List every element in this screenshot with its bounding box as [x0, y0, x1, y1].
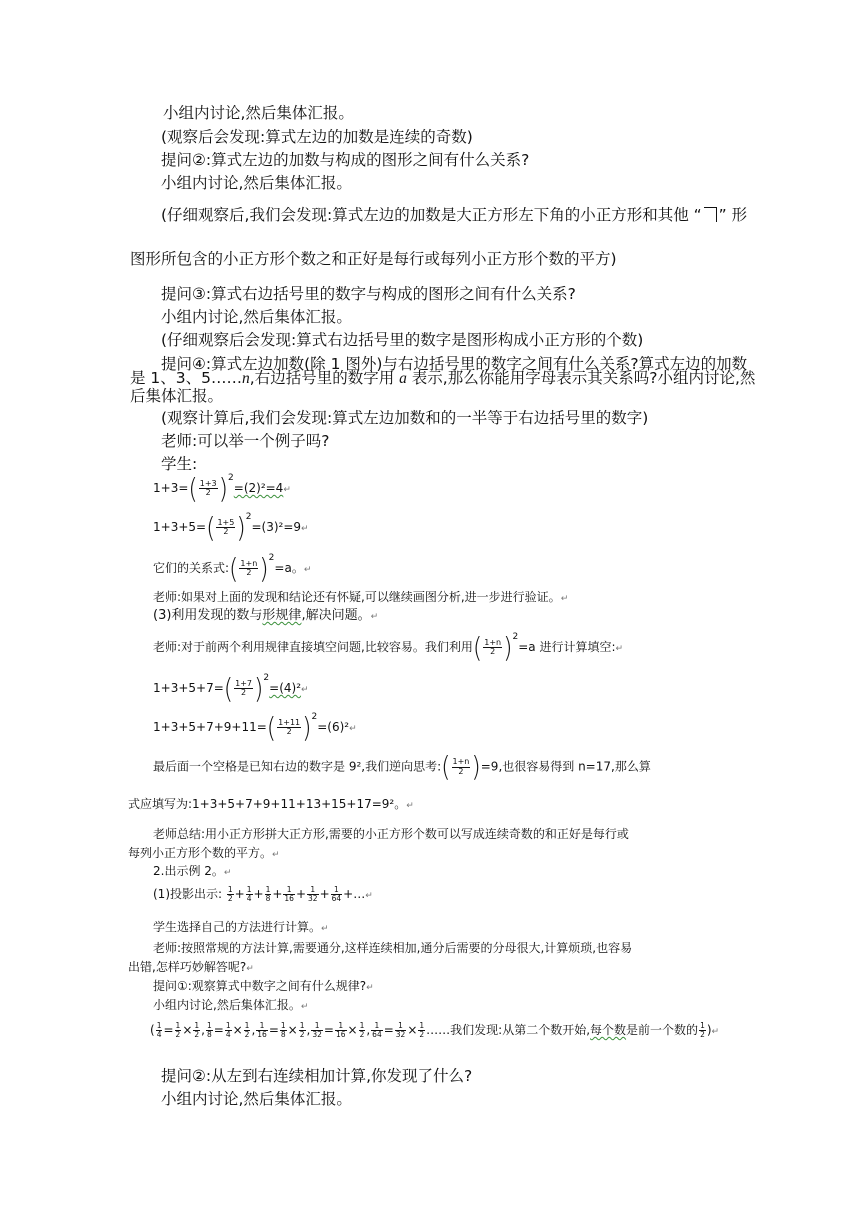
fraction-numerator: 1	[175, 1021, 181, 1030]
series-fraction	[307, 886, 319, 903]
para-9: (仔细观察后会发现:算式右边括号里的数字是图形构成小正方形的个数)	[161, 331, 644, 349]
equation-2-lhs: 1+3+5=	[153, 520, 207, 534]
fraction-numerator: 1+n	[484, 637, 502, 647]
paragraph-mark-icon: ↵	[303, 565, 312, 575]
para-34-text: 小组内讨论,然后集体汇报。	[153, 998, 301, 1012]
fraction-numerator: 1	[395, 1022, 407, 1031]
open-paren: (	[150, 1022, 155, 1037]
fraction-denominator: 2	[241, 688, 247, 697]
fraction-denominator: 8	[206, 1029, 212, 1039]
relation-fraction	[175, 1022, 182, 1039]
fraction-denominator: 2	[205, 488, 211, 497]
relation-fraction	[256, 1022, 268, 1039]
fraction-denominator: 2	[490, 647, 496, 656]
para-31: 老师:按照常规的方法计算,需要通分,这样连续相加,通分后需要的分母很大,计算烦琐,也容易	[153, 941, 633, 955]
para-15: 学生:	[161, 455, 198, 473]
para-25	[128, 797, 414, 812]
paren-left: (	[188, 472, 198, 505]
paren-right: )	[302, 711, 312, 744]
para-27	[128, 846, 280, 861]
paren-left: (	[472, 631, 483, 664]
relation-fraction	[206, 1022, 213, 1039]
fraction-denominator: 32	[308, 893, 318, 903]
relation-fraction	[311, 1022, 323, 1039]
ellipsis: ……	[426, 1022, 451, 1037]
para-3: 提问②:算式左边的加数与构成的图形之间有什么关系?	[161, 151, 530, 169]
series-fraction	[283, 886, 295, 903]
equation-5	[153, 711, 357, 744]
relation-fraction	[280, 1022, 287, 1039]
para-12: 后集体汇报。	[130, 387, 224, 405]
fraction-series	[153, 886, 373, 903]
relation-text-3: 是前一个数的	[626, 1022, 699, 1037]
paragraph-mark-icon: ↵	[406, 801, 414, 811]
para-21-text-b: =a 进行计算填空:	[518, 640, 616, 654]
relation-fraction	[193, 1022, 200, 1039]
paragraph-mark-icon: ↵	[615, 644, 624, 654]
fraction-numerator: 1	[331, 886, 343, 895]
paragraph-mark-icon: ↵	[365, 890, 373, 901]
fraction-denominator: 2	[246, 568, 252, 577]
paren-left: (	[229, 552, 239, 585]
close-paren: )	[706, 1022, 712, 1037]
paragraph-mark-icon: ↵	[301, 685, 309, 695]
fraction-numerator: 1+n	[452, 757, 470, 767]
paren-left: (	[206, 511, 216, 544]
paren-right: )	[259, 552, 269, 585]
para-24-text-a: 最后面一个空格是已知右边的数字是 9²,我们逆向思考:	[153, 759, 442, 774]
fraction-denominator: 16	[335, 1029, 346, 1039]
para-21-text-a: 老师:对于前两个利用规律直接填空问题,比较容易。我们利用	[153, 640, 473, 654]
equals-sign: =	[383, 1022, 394, 1037]
fraction-numerator: 1	[335, 1022, 347, 1031]
series-fraction	[246, 886, 253, 903]
fraction-relationship	[150, 1022, 719, 1039]
equation-4-fraction	[234, 680, 253, 698]
plus-sign: +	[234, 886, 245, 901]
paren-right: )	[218, 472, 229, 505]
paragraph-mark-icon: ↵	[711, 1026, 720, 1037]
para-10: 提问④:算式左边加数(除 1 图外)与右边括号里的数字之间有什么关系?算式左边的加数	[161, 355, 748, 373]
fraction-numerator: 1	[299, 1021, 305, 1030]
fraction-denominator: 32	[312, 1029, 322, 1039]
para-28	[153, 864, 231, 879]
comma: ,	[306, 1022, 311, 1037]
fraction-numerator: 1	[280, 1021, 286, 1030]
paren-left: (	[441, 750, 451, 784]
series-fraction	[227, 886, 234, 903]
relation-fraction	[371, 1022, 383, 1039]
fraction-numerator: 1	[700, 1021, 705, 1030]
series-tail: +…	[343, 886, 366, 901]
para-32-text: 出错,怎样巧妙解答呢?	[128, 960, 247, 974]
paragraph-mark-icon: ↵	[246, 964, 254, 974]
equals-sign: =	[213, 1022, 224, 1037]
equals-sign: =	[323, 1022, 334, 1037]
relation-end-fraction	[699, 1022, 706, 1039]
equation-1	[153, 472, 291, 505]
fraction-numerator: 1+11	[278, 717, 301, 727]
paren-right: )	[236, 511, 246, 544]
times-sign: ×	[182, 1022, 193, 1037]
equation-3-fraction	[239, 560, 258, 578]
fraction-denominator: 2	[223, 527, 229, 536]
para-24-fraction	[452, 758, 471, 776]
equation-1-lhs: 1+3=	[153, 481, 189, 495]
paragraph-mark-icon: ↵	[300, 1002, 309, 1012]
para-7: 提问③:算式右边括号里的数字与构成的图形之间有什么关系?	[161, 285, 576, 303]
para-5	[161, 206, 747, 225]
para-11-text-b: ,右边括号里的数字用	[249, 369, 400, 387]
fraction-denominator: 64	[372, 1029, 382, 1039]
equation-2-rhs: =(3)²=9	[251, 520, 302, 534]
fraction-numerator: 1	[225, 1021, 231, 1030]
para-28-text: 2.出示例 2。	[153, 864, 224, 878]
exponent: 2	[245, 512, 252, 522]
para-34	[153, 998, 308, 1013]
fraction-numerator: 1	[359, 1021, 365, 1030]
fraction-numerator: 1	[246, 885, 252, 894]
relation-fraction	[156, 1022, 163, 1039]
fraction-denominator: 2	[700, 1029, 705, 1039]
para-14: 老师:可以举一个例子吗?	[161, 432, 330, 450]
exponent: 2	[263, 673, 270, 683]
equation-5-fraction	[277, 719, 301, 737]
equation-1-fraction	[199, 480, 218, 498]
para-11-n: n	[242, 370, 250, 387]
fraction-series-lead: (1)投影出示:	[153, 886, 223, 901]
fraction-denominator: 2	[299, 1029, 305, 1039]
relation-text-2: 每个数	[590, 1022, 627, 1037]
relation-fraction	[299, 1022, 306, 1039]
para-32	[128, 960, 254, 975]
para-20-text-c: ,解决问题。	[301, 608, 371, 623]
exponent: 2	[268, 553, 275, 563]
times-sign: ×	[347, 1022, 358, 1037]
para-2: (观察后会发现:算式左边的加数是连续的奇数)	[161, 128, 473, 146]
fraction-denominator: 4	[225, 1029, 231, 1039]
para-36: 提问②:从左到右连续相加计算,你发现了什么?	[161, 1067, 473, 1085]
para-21-fraction	[483, 639, 502, 657]
equation-4-lhs: 1+3+5+7=	[153, 681, 224, 695]
para-19-text: 老师:如果对上面的发现和结论还有怀疑,可以继续画图分析,进一步进行验证。	[153, 590, 561, 604]
para-1: 小组内讨论,然后集体汇报。	[163, 104, 354, 122]
equation-3-lhs: 它们的关系式:	[153, 561, 230, 575]
fraction-numerator: 1	[194, 1021, 200, 1030]
para-5-text-a: (仔细观察后,我们会发现:算式左边的加数是大正方形左下角的小正方形和其他 “	[161, 206, 702, 224]
l-shape-icon	[704, 207, 717, 222]
equals-sign: =	[163, 1022, 174, 1037]
paragraph-mark-icon: ↵	[272, 850, 280, 860]
para-20-text-a: (3)利用发现的数与	[153, 608, 263, 623]
fraction-denominator: 4	[246, 893, 252, 903]
series-fraction	[331, 886, 343, 903]
relation-fraction	[359, 1022, 366, 1039]
para-13: (观察计算后,我们会发现:算式左边加数和的一半等于右边括号里的数字)	[161, 409, 649, 427]
para-8: 小组内讨论,然后集体汇报。	[161, 308, 352, 326]
para-21	[153, 631, 624, 664]
fraction-numerator: 1	[256, 1022, 268, 1031]
equation-5-rhs: =(6)²	[317, 720, 350, 734]
fraction-numerator: 1	[283, 886, 295, 895]
para-11	[130, 369, 755, 389]
equation-1-rhs: =(2)²=4	[233, 481, 284, 495]
fraction-denominator: 32	[395, 1029, 406, 1039]
para-27-text: 每列小正方形个数的平方。	[128, 846, 273, 860]
paragraph-mark-icon: ↵	[560, 594, 569, 604]
fraction-numerator: 1	[311, 1022, 323, 1031]
comma: ,	[366, 1022, 371, 1037]
equation-3-rhs: =a。	[274, 561, 304, 575]
paren-right: )	[471, 750, 481, 784]
comma: ,	[201, 1022, 205, 1037]
relation-fraction	[395, 1022, 407, 1039]
para-24	[153, 750, 651, 784]
para-11-text-c: 表示,那么你能用字母表示其关系吗?小组内讨论,然	[406, 369, 756, 387]
fraction-numerator: 1	[307, 886, 319, 895]
fraction-numerator: 1+3	[199, 478, 217, 488]
fraction-denominator: 2	[244, 1029, 250, 1039]
equals-sign: =	[268, 1022, 279, 1037]
relation-fraction	[225, 1022, 232, 1039]
paren-left: (	[266, 711, 277, 744]
para-25-text: 式应填写为:1+3+5+7+9+11+13+15+17=9²。	[128, 797, 407, 811]
fraction-numerator: 1	[206, 1021, 212, 1030]
fraction-denominator: 2	[458, 766, 464, 776]
relation-fraction	[244, 1022, 251, 1039]
fraction-denominator: 4	[156, 1029, 162, 1039]
para-20	[153, 608, 378, 624]
series-fraction	[265, 886, 272, 903]
para-11-a: a	[399, 370, 407, 387]
fraction-denominator: 16	[257, 1029, 267, 1039]
para-4: 小组内讨论,然后集体汇报。	[161, 174, 352, 192]
fraction-denominator: 2	[286, 727, 292, 736]
fraction-denominator: 8	[265, 893, 271, 903]
fraction-denominator: 2	[227, 893, 233, 903]
paragraph-mark-icon: ↵	[370, 612, 379, 622]
para-30-text: 学生选择自己的方法进行计算。	[153, 920, 322, 934]
equation-2	[153, 511, 309, 544]
paragraph-mark-icon: ↵	[349, 724, 357, 734]
relation-fraction	[418, 1022, 425, 1039]
para-33-text: 提问①:观察算式中数字之间有什么规律?	[153, 979, 367, 993]
times-sign: ×	[407, 1022, 418, 1037]
paren-left: (	[223, 672, 234, 705]
equation-5-lhs: 1+3+5+7+9+11=	[153, 720, 267, 734]
exponent: 2	[311, 712, 318, 722]
fraction-denominator: 64	[331, 893, 342, 903]
comma: ,	[251, 1022, 256, 1037]
equation-3	[153, 552, 312, 585]
fraction-numerator: 1	[244, 1021, 250, 1030]
fraction-denominator: 2	[359, 1029, 365, 1039]
fraction-numerator: 1	[265, 885, 271, 894]
para-33	[153, 979, 374, 994]
fraction-numerator: 1	[156, 1021, 162, 1030]
fraction-numerator: 1+7	[235, 678, 253, 688]
equation-4-rhs: =(4)²	[269, 681, 302, 695]
plus-sign: +	[295, 886, 307, 901]
paren-right: )	[503, 631, 513, 664]
para-30	[153, 920, 329, 935]
relation-text-1: 我们发现:从第二个数开始,	[450, 1022, 591, 1037]
plus-sign: +	[253, 886, 264, 901]
fraction-denominator: 8	[280, 1029, 286, 1039]
times-sign: ×	[287, 1022, 298, 1037]
para-5-text-b: ” 形	[718, 206, 748, 224]
relation-fraction	[335, 1022, 347, 1039]
para-24-text-b: =9,也很容易得到 n=17,那么算	[480, 759, 651, 774]
times-sign: ×	[232, 1022, 243, 1037]
equation-2-fraction	[216, 519, 235, 537]
exponent: 2	[512, 632, 519, 642]
equation-4	[153, 672, 309, 705]
paragraph-mark-icon: ↵	[366, 983, 374, 993]
paragraph-mark-icon: ↵	[223, 868, 232, 878]
para-26: 老师总结:用小正方形拼大正方形,需要的小正方形个数可以写成连续奇数的和正好是每行或	[153, 827, 629, 841]
paragraph-mark-icon: ↵	[301, 524, 309, 534]
paragraph-mark-icon: ↵	[321, 924, 329, 934]
para-6: 图形所包含的小正方形个数之和正好是每行或每列小正方形个数的平方)	[130, 250, 617, 268]
para-19	[153, 590, 568, 605]
plus-sign: +	[272, 886, 283, 901]
para-37: 小组内讨论,然后集体汇报。	[161, 1090, 352, 1108]
paren-right: )	[254, 672, 264, 705]
para-20-text-b: 形规律	[262, 608, 302, 623]
fraction-denominator: 2	[175, 1029, 181, 1039]
exponent: 2	[228, 473, 234, 483]
fraction-denominator: 2	[194, 1029, 200, 1039]
fraction-denominator: 16	[284, 893, 294, 903]
paragraph-mark-icon: ↵	[283, 485, 291, 495]
fraction-numerator: 1	[227, 885, 233, 894]
fraction-denominator: 2	[419, 1029, 425, 1039]
plus-sign: +	[319, 886, 330, 901]
para-11-text-a: 是 1、3、5……	[130, 369, 243, 387]
fraction-numerator: 1	[371, 1022, 383, 1031]
fraction-numerator: 1+n	[240, 558, 258, 568]
fraction-numerator: 1+5	[217, 517, 235, 527]
fraction-numerator: 1	[419, 1021, 425, 1030]
